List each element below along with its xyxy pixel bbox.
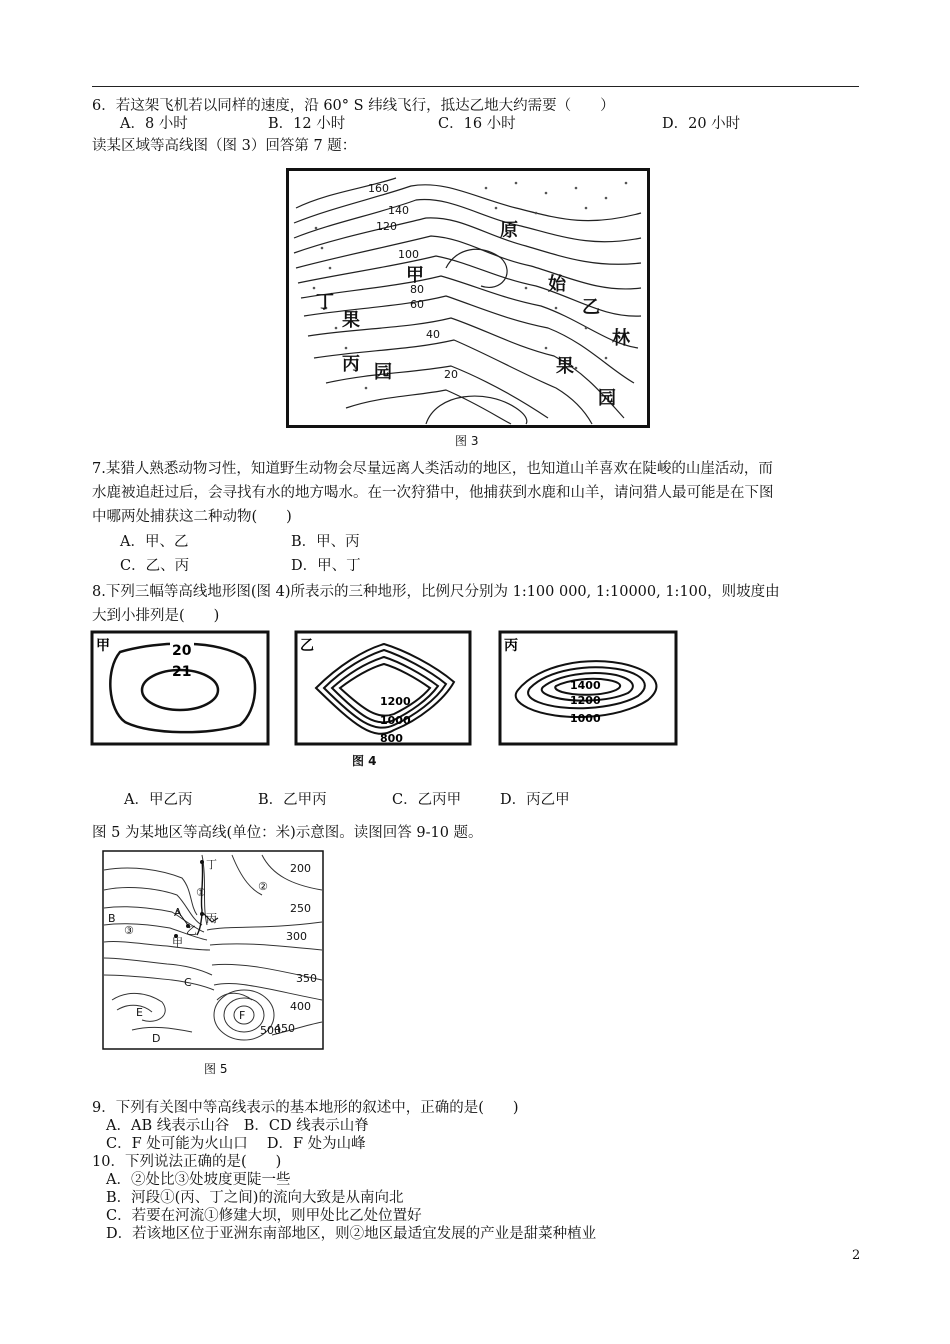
fig5-caption: 图 5	[204, 1062, 228, 1076]
header-rule	[92, 86, 859, 87]
figure-3-contour-map	[286, 168, 650, 430]
fig3-label-yuan-2: 园	[598, 388, 616, 409]
fig4-yi-contour-1000: 1000	[380, 714, 411, 727]
fig3-contour-160: 160	[368, 182, 389, 195]
fig5-intro: 图 5 为某地区等高线(单位：米)示意图。读图回答 9-10 题。	[92, 825, 483, 841]
fig5-point-ding: 丁	[206, 858, 217, 871]
fig5-point-yi: 乙	[186, 924, 197, 937]
fig3-label-guo-2: 果	[556, 356, 574, 377]
fig3-label-guo-1: 果	[342, 310, 360, 331]
fig3-label-shi: 始	[548, 274, 566, 295]
q7-option-d: D．甲、丁	[291, 558, 361, 574]
q7-option-a: A．甲、乙	[120, 534, 189, 550]
q10-option-a: A．②处比③处坡度更陡一些	[106, 1172, 291, 1188]
q8-option-d: D．丙乙甲	[500, 792, 570, 808]
fig5-point-e: E	[136, 1006, 143, 1019]
fig4-caption: 图 4	[352, 754, 377, 768]
fig4-bing-contour-1400: 1400	[570, 679, 601, 692]
fig5-point-circle-1: ①	[196, 886, 206, 899]
fig5-point-circle-2: ②	[258, 880, 268, 893]
fig5-point-d: D	[152, 1032, 161, 1045]
fig3-label-bing: 丙	[342, 354, 360, 375]
fig3-label-lin: 林	[612, 328, 630, 349]
fig4-yi-contour-800: 800	[380, 732, 403, 745]
q7-stem-line-3: 中哪两处捕获这二种动物( )	[92, 509, 292, 525]
q7-stem-line-2: 水鹿被追赶过后，会寻找有水的地方喝水。在一次狩猎中，他捕获到水鹿和山羊，请问猎人最可能是在下图	[92, 485, 774, 501]
q10-option-c: C．若要在河流①修建大坝，则甲处比乙处位置好	[106, 1208, 422, 1224]
fig3-label-yi: 乙	[582, 297, 600, 318]
fig4-bing-contour-1000: 1000	[570, 712, 601, 725]
q8-option-b: B．乙甲丙	[258, 792, 327, 808]
fig4-panel-yi	[296, 632, 470, 745]
q10-stem: 10．下列说法正确的是( )	[92, 1154, 282, 1170]
fig3-contour-40: 40	[426, 328, 440, 341]
q7-stem-line-1: 7.某猎人熟悉动物习性，知道野生动物会尽量远离人类活动的地区，也知道山羊喜欢在陡峻的山崖活动，而	[92, 461, 773, 477]
fig3-contour-60: 60	[410, 298, 424, 311]
q6-option-d: D．20 小时	[662, 116, 741, 132]
fig3-contour-140: 140	[388, 204, 409, 217]
q10-option-b: B．河段①(丙、丁之间)的流向大致是从南向北	[106, 1190, 404, 1206]
fig4-yi-contour-1200: 1200	[380, 695, 411, 708]
fig3-contour-20: 20	[444, 368, 458, 381]
fig4-panel-bing	[500, 632, 676, 744]
q8-stem-line-2: 大到小排列是( )	[92, 608, 220, 624]
fig5-elev-200: 200	[290, 862, 311, 875]
fig3-contour-100: 100	[398, 248, 419, 261]
fig5-elev-250: 250	[290, 902, 311, 915]
fig3-contour-120: 120	[376, 220, 397, 233]
q6-option-a: A．8 小时	[120, 116, 188, 132]
figure-5-contour-map	[102, 850, 324, 1050]
fig5-point-f: F	[239, 1009, 246, 1022]
q6-option-b: B．12 小时	[268, 116, 346, 132]
fig5-point-bing: 丙	[206, 912, 217, 925]
q10-option-d: D．若该地区位于亚洲东南部地区，则②地区最适宜发展的产业是甜菜种植业	[106, 1226, 597, 1242]
fig4-jia-contour-20: 20	[172, 643, 192, 659]
fig3-label-yuan: 原	[500, 220, 518, 241]
q8-stem-line-1: 8.下列三幅等高线地形图(图 4)所表示的三种地形，比例尺分别为 1:100 000, 1:10000, 1:100，则坡度由	[92, 584, 780, 600]
q8-option-c: C．乙丙甲	[392, 792, 462, 808]
fig5-elev-300: 300	[286, 930, 307, 943]
fig5-point-circle-3: ③	[124, 924, 134, 937]
fig3-label-ding: 丁	[316, 292, 334, 313]
page-number: 2	[852, 1248, 861, 1263]
fig5-elev-350: 350	[296, 972, 317, 985]
fig4-panel-yi-name: 乙	[300, 638, 314, 654]
q9-options-line-2: C．F 处可能为火山口 D．F 处为山峰	[106, 1136, 366, 1152]
fig5-elev-400: 400	[290, 1000, 311, 1013]
fig4-jia-contour-21: 21	[172, 664, 192, 680]
fig4-panel-jia-name: 甲	[96, 638, 110, 654]
fig5-point-b: B	[108, 912, 116, 925]
q8-option-a: A．甲乙丙	[124, 792, 193, 808]
fig5-point-c: C	[184, 976, 192, 989]
fig5-elev-500: 500	[260, 1024, 281, 1037]
q9-options-line-1: A．AB 线表示山谷 B．CD 线表示山脊	[106, 1118, 369, 1134]
fig3-caption: 图 3	[455, 434, 479, 448]
fig3-label-yuan-1: 园	[374, 362, 392, 383]
q6-option-c: C．16 小时	[438, 116, 516, 132]
q6-stem: 6．若这架飞机若以同样的速度，沿 60° S 纬线飞行，抵达乙地大约需要（ ）	[92, 98, 615, 114]
q9-stem: 9．下列有关图中等高线表示的基本地形的叙述中，正确的是( )	[92, 1100, 519, 1116]
fig3-label-jia: 甲	[406, 265, 424, 286]
fig4-bing-contour-1200: 1200	[570, 694, 601, 707]
q7-option-b: B．甲、丙	[291, 534, 360, 550]
figure-4-contour-panels	[90, 630, 680, 748]
fig3-intro: 读某区域等高线图（图 3）回答第 7 题：	[92, 138, 357, 154]
fig3-contour-80: 80	[410, 283, 424, 296]
fig5-elev-450: 450	[274, 1022, 295, 1035]
fig4-panel-bing-name: 丙	[504, 638, 518, 654]
fig5-point-jia: 甲	[172, 936, 183, 949]
q7-option-c: C．乙、丙	[120, 558, 190, 574]
fig4-panel-jia	[92, 632, 268, 744]
fig5-point-a: A	[174, 906, 182, 919]
